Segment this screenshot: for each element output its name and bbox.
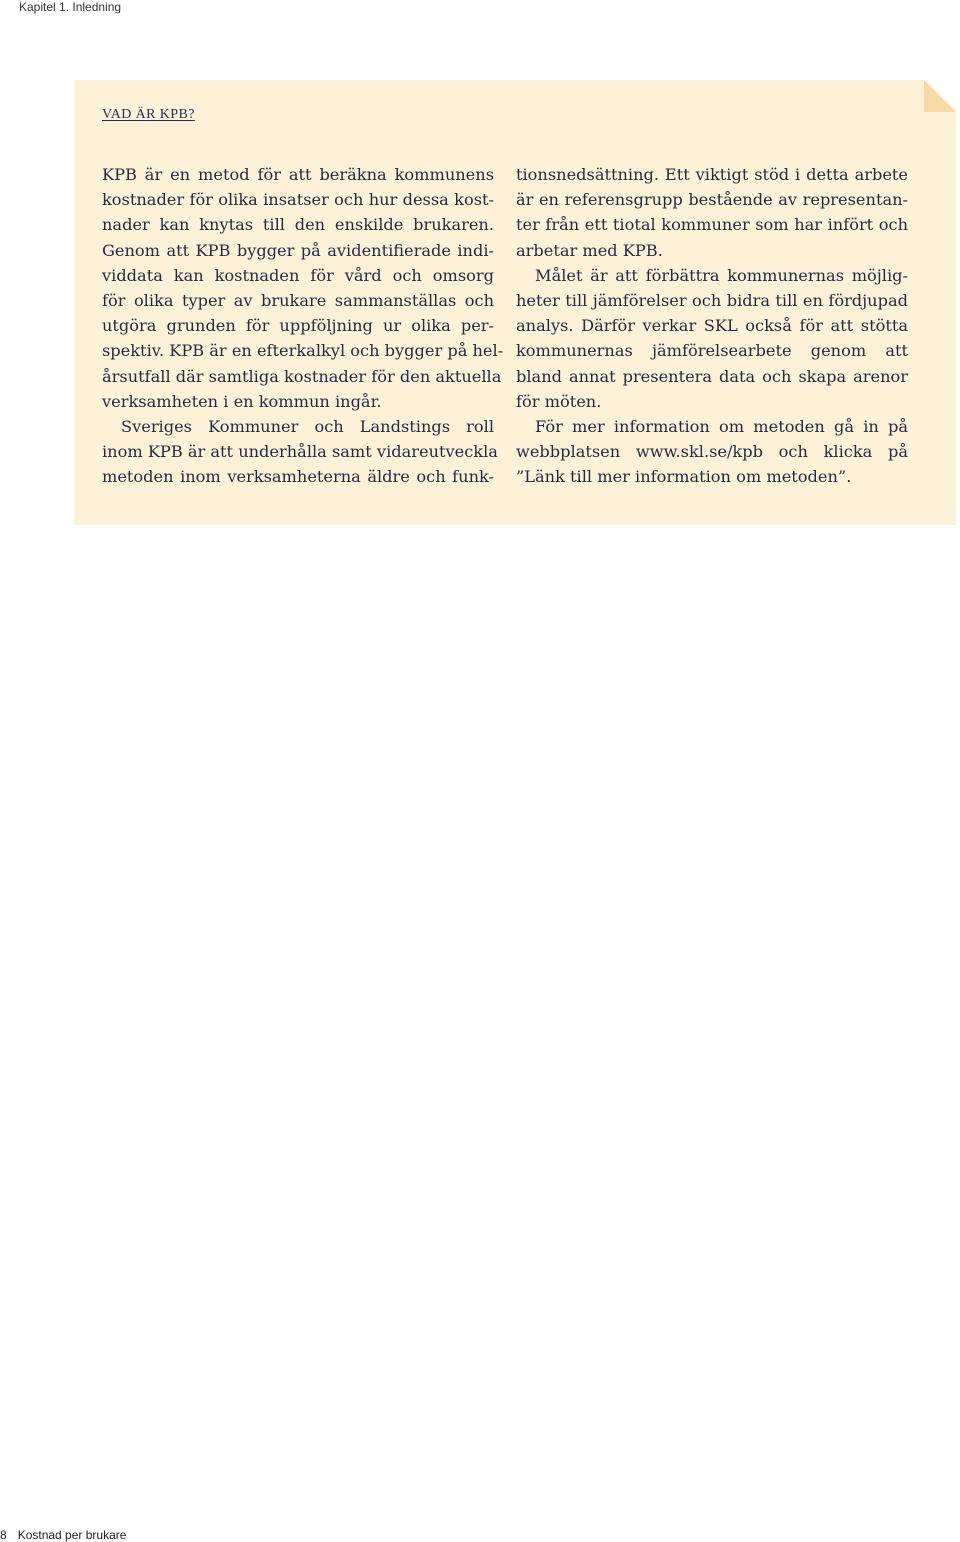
body-text-line: ter från ett tiotal kommuner som har infört och [516, 215, 908, 235]
body-text-line: nader kan knytas till den enskilde brukaren. [102, 215, 494, 235]
body-text-line: inom KPB är att underhålla samt vidareutveckla [102, 442, 498, 462]
body-text-line: är en referensgrupp bestående av representan- [516, 190, 908, 210]
body-text-line: utgöra grunden för uppföljning ur olika per- [102, 316, 494, 336]
fact-box-heading: VAD ÄR KPB? [102, 107, 195, 122]
page-number: 8 [0, 1528, 7, 1542]
body-text-line: För mer information om metoden gå in på [535, 416, 908, 436]
body-text-line: för möten. [516, 391, 602, 411]
fact-box-left-column [102, 162, 504, 489]
body-text-line: spektiv. KPB är en efterkalkyl och bygger på hel- [102, 341, 504, 361]
body-text-line: Genom att KPB bygger på avidentifierade indi- [102, 240, 494, 260]
fact-box [74, 80, 956, 525]
body-text-line: kostnader för olika insatser och hur dessa kost- [102, 190, 494, 210]
body-text-line: analys. Därför verkar SKL också för att stötta [516, 316, 908, 336]
running-head: Kapitel 1. Inledning [19, 0, 122, 14]
body-text-line: årsutfall där samtliga kostnader för den aktuella [102, 366, 502, 386]
body-text-line: ”Länk till mer information om metoden”. [516, 467, 852, 487]
folded-corner [924, 80, 956, 112]
body-text-line: viddata kan kostnaden för vård och omsorg [102, 265, 494, 285]
body-text-line: heter till jämförelser och bidra till en fördjupad [516, 290, 908, 310]
page-footer [0, 1528, 126, 1542]
body-text-line: Målet är att förbättra kommunernas möjlig- [535, 265, 908, 285]
body-text-line: kommunernas jämförelsearbete genom att [516, 341, 908, 361]
body-text-line: verksamheten i en kommun ingår. [102, 391, 382, 411]
body-text-line: Sveriges Kommuner och Landstings roll [121, 416, 494, 436]
body-text-line: tionsnedsättning. Ett viktigt stöd i detta arbete [516, 165, 908, 184]
body-text-line: webbplatsen www.skl.se/kpb och klicka på [516, 442, 908, 462]
body-text-line: bland annat presentera data och skapa arenor [516, 366, 908, 386]
fact-box-right-column [516, 162, 908, 489]
publication-title: Kostnad per brukare [17, 1528, 127, 1542]
body-text-line: för olika typer av brukare sammanställas och [102, 290, 494, 310]
body-text-line: KPB är en metod för att beräkna kommunens [102, 165, 494, 184]
body-text-line: arbetar med KPB. [516, 240, 663, 260]
body-text-line: metoden inom verksamheterna äldre och funk- [102, 467, 494, 487]
